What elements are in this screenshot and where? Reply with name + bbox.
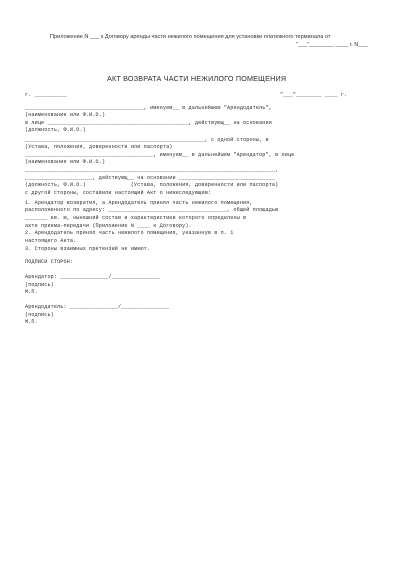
clause-line: 3. Стороны взаимных претензий не имеют.	[25, 246, 151, 252]
city-field: г. __________	[25, 92, 67, 98]
tenant-signature-line: Арендатор: _______________/_______________	[25, 274, 160, 280]
tenant-signature-caption: (подпись)	[25, 282, 54, 288]
appendix-reference-line-2: "___"________ ____ г. N___	[296, 42, 368, 48]
intro-caption: (должность, Ф.И.О.)	[25, 127, 86, 133]
clause-line: акте приема-передачи (Приложение N ____ к Договору).	[25, 223, 192, 229]
landlord-seal-mark: М.П.	[25, 319, 38, 325]
date-field: "___"________ ____ г.	[280, 92, 348, 98]
clause-line: настоящего Акта.	[25, 238, 77, 244]
landlord-signature-line: Арендодатель: _______________/_______________	[25, 304, 170, 310]
signatures-heading: ПОДПИСИ СТОРОН:	[25, 259, 74, 265]
intro-caption: (должность, Ф.И.О.) (Устава, положения, доверенности или паспорта)	[25, 182, 279, 188]
appendix-reference-line-1: Приложение N ___ к Договору аренды части нежилого помещения для установки платежного терминала от	[50, 34, 331, 40]
clause-line: 2. Арендодатель принял часть нежилого помещения, указанную в п. 1	[25, 230, 234, 236]
intro-line: ________________________________________________________, с одной стороны, и	[25, 137, 269, 143]
clause-line: расположенного по адресу: _____________________________________, общей площадью	[25, 207, 279, 213]
intro-line: ______________________________________________________________________________,	[25, 167, 279, 173]
document-title: АКТ ВОЗВРАТА ЧАСТИ НЕЖИЛОГО ПОМЕЩЕНИЯ	[107, 74, 287, 83]
landlord-signature-caption: (подпись)	[25, 312, 54, 318]
clause-line: _______ кв. м, нынешний состав и характеристики которого определены в	[25, 215, 247, 221]
intro-line: _____________________, действующ__ на основании ______________________________	[25, 175, 276, 181]
intro-caption: (наименование или Ф.И.О.)	[25, 159, 106, 165]
intro-caption: (Устава, положения, доверенности или паспорта)	[25, 144, 173, 150]
clause-line: 1. Арендатор возвратил, а Арендодатель принял часть нежилого помещения,	[25, 200, 253, 206]
intro-line: в лице ____________________________________________, действующ__ на основании	[25, 120, 272, 126]
intro-line: _____________________________________, именуем__ в дальнейшем "Арендодатель",	[25, 105, 272, 111]
intro-caption: (наименование или Ф.И.О.)	[25, 112, 106, 118]
tenant-seal-mark: М.П.	[25, 289, 38, 295]
intro-line: ________________________________________, именуем__ в дальнейшем "Арендатор", в лице	[25, 152, 295, 158]
intro-line: с другой стороны, составили настоящий Акт о нижеследующем:	[25, 190, 211, 196]
